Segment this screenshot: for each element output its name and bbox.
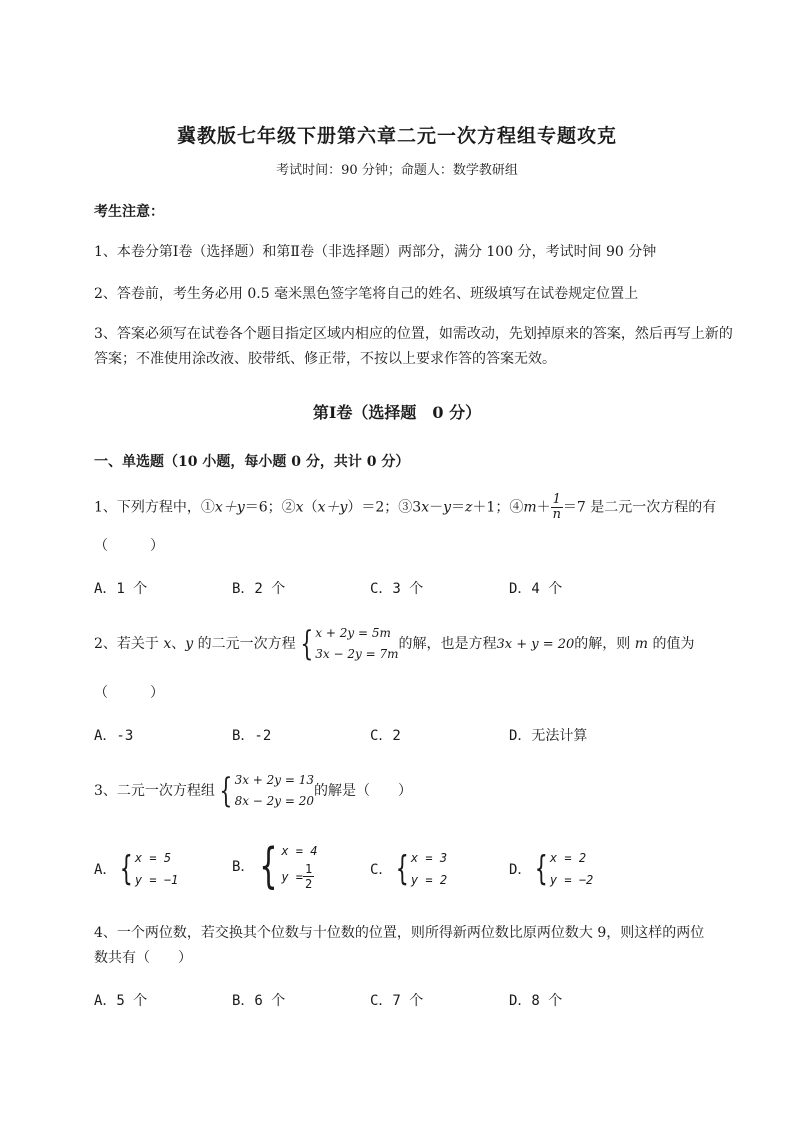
q1-option-c[interactable]: C．3 个 [370, 581, 424, 597]
q2-option-b[interactable]: B．-2 [232, 728, 272, 744]
option-system [392, 847, 447, 891]
q3-equation-system [215, 770, 314, 812]
system-line: 8x − 2y = 20 [234, 794, 315, 808]
q3-text: 3、二元一次方程组 [94, 783, 215, 799]
q2-text: 的值为 [648, 636, 695, 652]
q2-var: m [634, 636, 649, 652]
q1-text: ＝7 是二元一次方程的有 [562, 499, 717, 516]
q1-expr: x [421, 499, 430, 516]
q2-option-c[interactable]: C．2 [370, 728, 401, 744]
question-3-stem [94, 770, 412, 812]
system-line: x + 2y = 5m [315, 626, 391, 640]
system-line-prefix: y = [281, 869, 304, 884]
brace-icon: { [299, 624, 313, 664]
q1-expr: z [465, 499, 473, 516]
q1-expr: x＋y [214, 499, 245, 516]
q1-text: ＝ [451, 499, 466, 516]
q2-var: y [185, 636, 194, 652]
notice-item-1: 1、本卷分第Ⅰ卷（选择题）和第Ⅱ卷（非选择题）两部分，满分 100 分，考试时间 90 分钟 [94, 244, 657, 260]
question-2-paren: （ ） [94, 685, 164, 701]
q2-var: x [163, 636, 172, 652]
system-line: x = 3 [410, 851, 448, 865]
system-line: 3x − 2y = 7m [315, 647, 399, 661]
q2-equation: 3x + y = 20 [496, 637, 575, 652]
system-line: 3x + 2y = 13 [234, 773, 315, 787]
q3-option-d[interactable] [509, 847, 593, 891]
option-system [116, 847, 178, 891]
q1-expr: m [523, 499, 537, 516]
question-2-stem [94, 623, 694, 665]
option-label: A． [94, 862, 117, 878]
system-line: x = 2 [549, 851, 587, 865]
q1-expr: y [443, 499, 452, 516]
q1-text: ＝6；② [244, 499, 296, 516]
option-system [254, 837, 318, 894]
q1-text: （ [303, 499, 318, 516]
q2-option-a[interactable]: A．-3 [94, 728, 134, 744]
q4-option-a[interactable]: A．5 个 [94, 993, 148, 1009]
frac-numerator: 1 [305, 862, 313, 876]
q2-text: 的解，则 [574, 636, 635, 652]
question-1-stem [94, 493, 716, 522]
q1-text: 1、下列方程中，① [94, 499, 215, 516]
fraction [303, 862, 314, 891]
system-line: y = 2 [410, 873, 448, 887]
q2-text: 的解，也是方程 [398, 636, 497, 652]
q1-text: ）＝2；③3 [347, 499, 422, 516]
brace-icon: { [219, 771, 233, 811]
system-line: y = −1 [134, 873, 179, 887]
q2-text: 、 [171, 636, 186, 652]
q3-option-b[interactable] [232, 837, 318, 894]
q2-text: 2、若关于 [94, 636, 164, 652]
q2-text: 的二元一次方程 [193, 636, 296, 652]
q1-expr: x [295, 499, 304, 516]
section1-title: 一、单选题（10 小题，每小题 0 分，共计 0 分） [94, 454, 410, 470]
system-line: x = 4 [281, 844, 318, 858]
notice-heading: 考生注意： [94, 204, 164, 220]
q1-option-a[interactable]: A．1 个 [94, 581, 148, 597]
q1-fraction [551, 493, 563, 522]
q1-text: － [429, 499, 444, 516]
q1-option-b[interactable]: B．2 个 [232, 581, 286, 597]
system-line: y = −2 [549, 873, 594, 887]
question-4-stem-cont: 数共有（ ） [94, 950, 192, 966]
option-label: B． [232, 858, 255, 875]
exam-info: 考试时间：90 分钟；命题人：数学教研组 [276, 163, 518, 178]
q1-expr: x＋y [317, 499, 348, 516]
frac-denominator: 2 [305, 877, 313, 891]
frac-numerator: 1 [552, 492, 561, 507]
brace-icon: { [396, 849, 409, 889]
question-4-stem: 4、一个两位数，若交换其个位数与十位数的位置，则所得新两位数比原两位数大 9，则这样的两位 [94, 925, 705, 941]
page-title: 冀教版七年级下册第六章二元一次方程组专题攻克 [176, 125, 617, 147]
q1-text: ＋ [536, 499, 551, 516]
notice-item-3: 3、答案必须写在试卷各个题目指定区域内相应的位置，如需改动，先划掉原来的答案，然后再写上新的答案；不准使用涂改液、胶带纸、修正带，不按以上要求作答的答案无效。 [94, 326, 733, 367]
q3-option-a[interactable] [94, 847, 178, 891]
frac-denominator: n [552, 507, 561, 522]
brace-icon: { [535, 849, 548, 889]
option-label: C． [370, 862, 393, 878]
q4-option-c[interactable]: C．7 个 [370, 993, 424, 1009]
q4-option-b[interactable]: B．6 个 [232, 993, 286, 1009]
question-1-paren: （ ） [94, 538, 164, 554]
notice-item-2: 2、答卷前，考生务必用 0.5 毫米黑色签字笔将自己的姓名、班级填写在试卷规定位置上 [94, 286, 639, 302]
q1-option-d[interactable]: D．4 个 [509, 581, 563, 597]
q3-text: 的解是（ ） [314, 783, 413, 799]
brace-icon: { [260, 837, 278, 894]
q4-option-d[interactable]: D．8 个 [509, 993, 563, 1009]
q2-equation-system [296, 623, 399, 665]
q1-text: ＋1；④ [472, 499, 524, 516]
option-system [531, 847, 593, 891]
brace-icon: { [120, 849, 133, 889]
option-label: D． [509, 862, 532, 878]
q2-option-d[interactable]: D．无法计算 [509, 728, 588, 744]
system-line: x = 5 [134, 851, 172, 865]
system-line [281, 862, 317, 891]
part1-title: 第Ⅰ卷（选择题 0 分） [312, 403, 482, 422]
q3-option-c[interactable] [370, 847, 447, 891]
